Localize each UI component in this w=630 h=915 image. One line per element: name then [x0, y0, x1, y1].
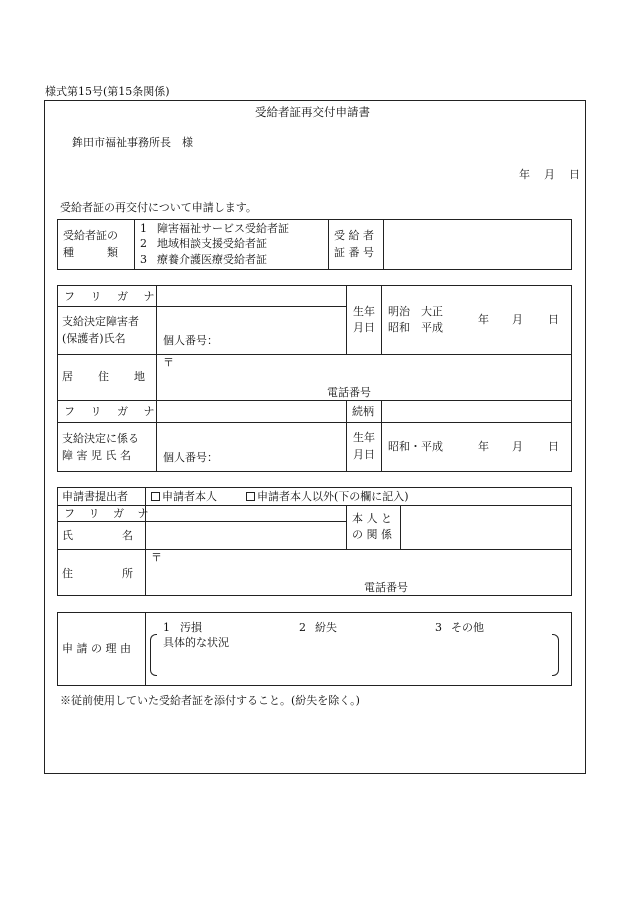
applicant-birth-year: 年 — [478, 313, 489, 326]
cert-option-2: 地域相談支援受給者証 — [157, 237, 267, 250]
child-name-label-1: 支給決定に係る — [62, 432, 139, 445]
child-birth-year: 年 — [478, 440, 489, 453]
child-birth-month: 月 — [512, 440, 523, 453]
reason-option-1: 汚損 — [180, 621, 202, 634]
submitter-label: 申請書提出者 — [62, 490, 128, 503]
attachment-note: ※従前使用していた受給者証を添付すること。(紛失を除く。) — [60, 694, 360, 707]
cert-option-3-num: 3 — [140, 253, 147, 266]
reason-option-3-num: 3 — [435, 621, 442, 634]
submitter-address-label: 住 所 — [62, 567, 134, 580]
submitter-other-label: 申請者本人以外(下の欄に記入) — [257, 490, 409, 503]
cert-option-2-num: 2 — [140, 237, 147, 250]
address-label: 居 住 地 — [62, 370, 146, 383]
submitter-postal-mark: 〒 — [151, 551, 162, 564]
reason-option-2: 紛失 — [315, 621, 337, 634]
phone-label: 電話番号 — [327, 386, 371, 399]
detail-left-bracket — [150, 634, 157, 676]
applicant-name-field[interactable] — [157, 307, 345, 353]
child-furigana-field[interactable] — [157, 401, 345, 421]
child-name-label-2: 障 害 児 氏 名 — [62, 449, 131, 462]
applicant-birth-month: 月 — [512, 313, 523, 326]
child-birth-label-1: 生年 — [353, 431, 375, 444]
applicant-birth-label-2: 月日 — [353, 321, 375, 334]
reason-option-1-num: 1 — [163, 621, 170, 634]
applicant-era-1: 明治 大正 — [388, 305, 443, 318]
submitter-option-self — [151, 491, 217, 502]
submitter-furigana-field[interactable] — [146, 506, 345, 521]
applicant-name-label-1: 支給決定障害者 — [62, 315, 139, 328]
submitter-relation-label-2: の 関 係 — [352, 528, 392, 541]
cert-type-label-2: 種 類 — [63, 246, 118, 259]
submitter-relation-label-1: 本 人 と — [352, 512, 392, 525]
child-furigana-label: フ リ ガ ナ — [64, 405, 161, 418]
child-mynumber-label: 個人番号： — [163, 451, 218, 464]
child-name-field[interactable] — [157, 423, 345, 471]
child-birth-label-2: 月日 — [353, 448, 375, 461]
cert-option-1: 障害福祉サービス受給者証 — [157, 222, 289, 235]
applicant-birth-day: 日 — [548, 313, 559, 326]
date-year: 年 — [519, 168, 530, 181]
applicant-era-2: 昭和 平成 — [388, 321, 443, 334]
reason-option-3: その他 — [451, 621, 484, 634]
reason-detail-field[interactable] — [158, 650, 550, 674]
submitter-address-field[interactable] — [146, 550, 571, 595]
submitter-furigana-label: フ リ ガ ナ — [64, 507, 154, 520]
postal-mark: 〒 — [163, 356, 174, 369]
relationship-label: 続柄 — [352, 405, 374, 418]
reason-option-2-num: 2 — [299, 621, 306, 634]
applicant-furigana-field[interactable] — [157, 286, 345, 306]
form-number: 様式第15号(第15条関係) — [45, 85, 170, 98]
submitter-self-label: 申請者本人 — [162, 490, 217, 503]
relationship-field[interactable] — [382, 401, 571, 421]
submitter-phone-label: 電話番号 — [364, 581, 408, 594]
address-field[interactable] — [157, 355, 571, 399]
date-month: 月 — [544, 168, 555, 181]
child-era: 昭和・平成 — [388, 440, 443, 453]
form-title: 受給者証再交付申請書 — [255, 105, 370, 119]
child-birth-day: 日 — [548, 440, 559, 453]
date-day: 日 — [569, 168, 580, 181]
intro-text: 受給者証の再交付について申請します。 — [60, 201, 257, 214]
cert-option-1-num: 1 — [140, 222, 147, 235]
applicant-mynumber-label: 個人番号： — [163, 334, 218, 347]
submitter-relation-field[interactable] — [401, 506, 571, 548]
applicant-name-label-2: (保護者)氏名 — [62, 332, 126, 345]
cert-option-3: 療養介護医療受給者証 — [157, 253, 267, 266]
cert-number-field[interactable] — [384, 220, 571, 269]
detail-right-bracket — [552, 634, 559, 676]
addressee: 鉾田市福祉事務所長 様 — [72, 136, 193, 149]
submitter-self-checkbox[interactable] — [151, 492, 160, 501]
applicant-furigana-label: フ リ ガ ナ — [64, 290, 161, 303]
reason-label: 申 請 の 理 由 — [62, 642, 131, 655]
submitter-name-label: 氏 名 — [62, 529, 134, 542]
submitter-option-other — [246, 491, 409, 502]
cert-type-label-1: 受給者証の — [63, 229, 118, 242]
cert-number-label-1: 受 給 者 — [334, 229, 374, 242]
cert-number-label-2: 証 番 号 — [334, 246, 374, 259]
applicant-birth-label-1: 生年 — [353, 305, 375, 318]
submitter-name-field[interactable] — [146, 522, 345, 548]
reason-detail-label: 具体的な状況 — [163, 636, 229, 649]
submitter-other-checkbox[interactable] — [246, 492, 255, 501]
